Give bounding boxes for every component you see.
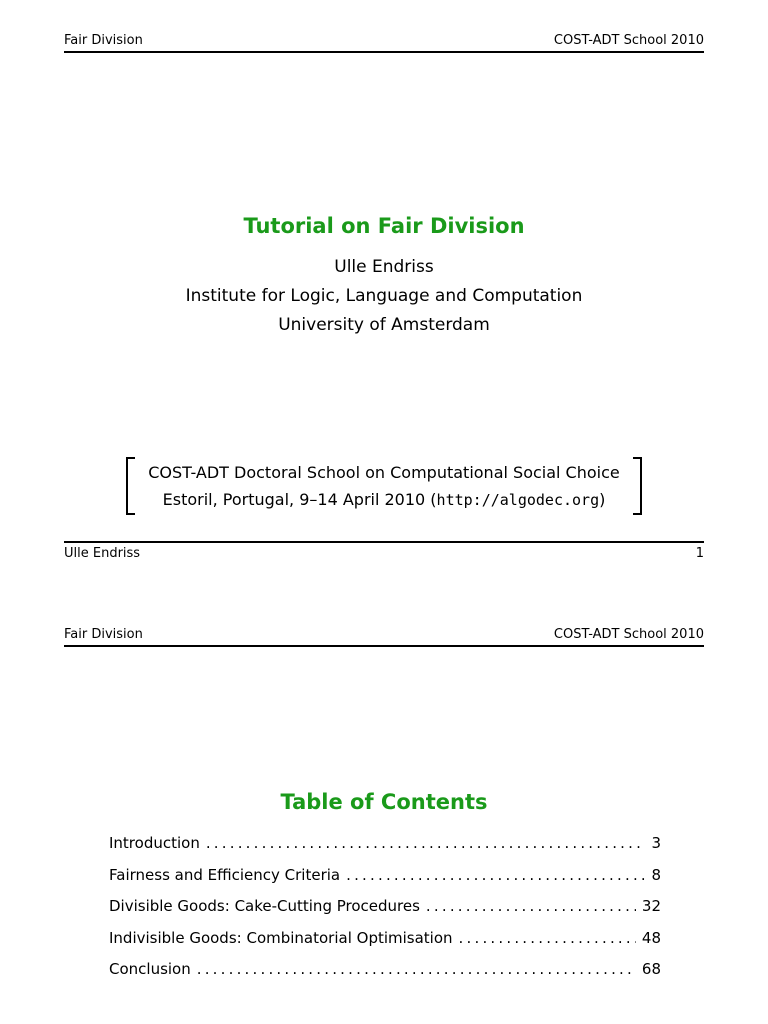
institute: Institute for Logic, Language and Computation	[185, 286, 583, 306]
toc-page: 32	[641, 897, 661, 915]
table-of-contents	[109, 829, 661, 987]
university: University of Amsterdam	[278, 315, 490, 335]
event-box	[126, 457, 642, 513]
toc-label: Conclusion	[109, 960, 191, 978]
footer-left: Ulle Endriss	[64, 546, 141, 561]
slide1-title: Tutorial on Fair Division	[243, 214, 525, 238]
toc-label: Divisible Goods: Cake-Cutting Procedures	[109, 897, 420, 915]
event-line-1: COST-ADT Doctoral School on Computational Social Choice	[148, 463, 620, 482]
toc-leader	[426, 892, 636, 920]
header-left: Fair Division	[64, 33, 143, 48]
toc-page: 68	[641, 960, 661, 978]
footer-rule	[64, 541, 704, 543]
toc-page: 3	[651, 834, 661, 852]
page-number: 1	[695, 546, 704, 561]
toc-item-introduction[interactable]	[109, 829, 661, 861]
slide1-header	[64, 33, 704, 53]
slide2-title: Table of Contents	[280, 790, 488, 814]
toc-item-conclusion[interactable]	[109, 955, 661, 987]
toc-leader	[206, 829, 646, 857]
header-rule	[64, 645, 704, 647]
event-url-link[interactable]: http://algodec.org	[436, 491, 600, 509]
toc-item-fairness[interactable]	[109, 861, 661, 893]
header-right: COST-ADT School 2010	[553, 33, 704, 48]
slide2-header	[64, 627, 704, 647]
toc-item-divisible-goods[interactable]	[109, 892, 661, 924]
toc-page: 48	[641, 928, 661, 947]
toc-label: Indivisible Goods: Combinatorial Optimisation	[109, 928, 453, 947]
header-rule	[64, 51, 704, 53]
event-date-text: Estoril, Portugal, 9–14 April 2010 (	[162, 490, 437, 509]
toc-leader	[459, 924, 636, 952]
author: Ulle Endriss	[334, 257, 434, 277]
toc-item-indivisible-goods[interactable]	[109, 924, 661, 956]
toc-page: 8	[651, 865, 661, 884]
toc-leader	[346, 861, 645, 889]
header-left: Fair Division	[64, 627, 143, 642]
event-line-2	[126, 486, 642, 514]
event-close-paren: )	[599, 490, 606, 509]
header-right: COST-ADT School 2010	[553, 627, 704, 642]
slide1-footer	[64, 541, 704, 561]
toc-label: Introduction	[109, 834, 200, 852]
toc-label: Fairness and Efficiency Criteria	[109, 865, 341, 884]
toc-leader	[197, 955, 636, 983]
